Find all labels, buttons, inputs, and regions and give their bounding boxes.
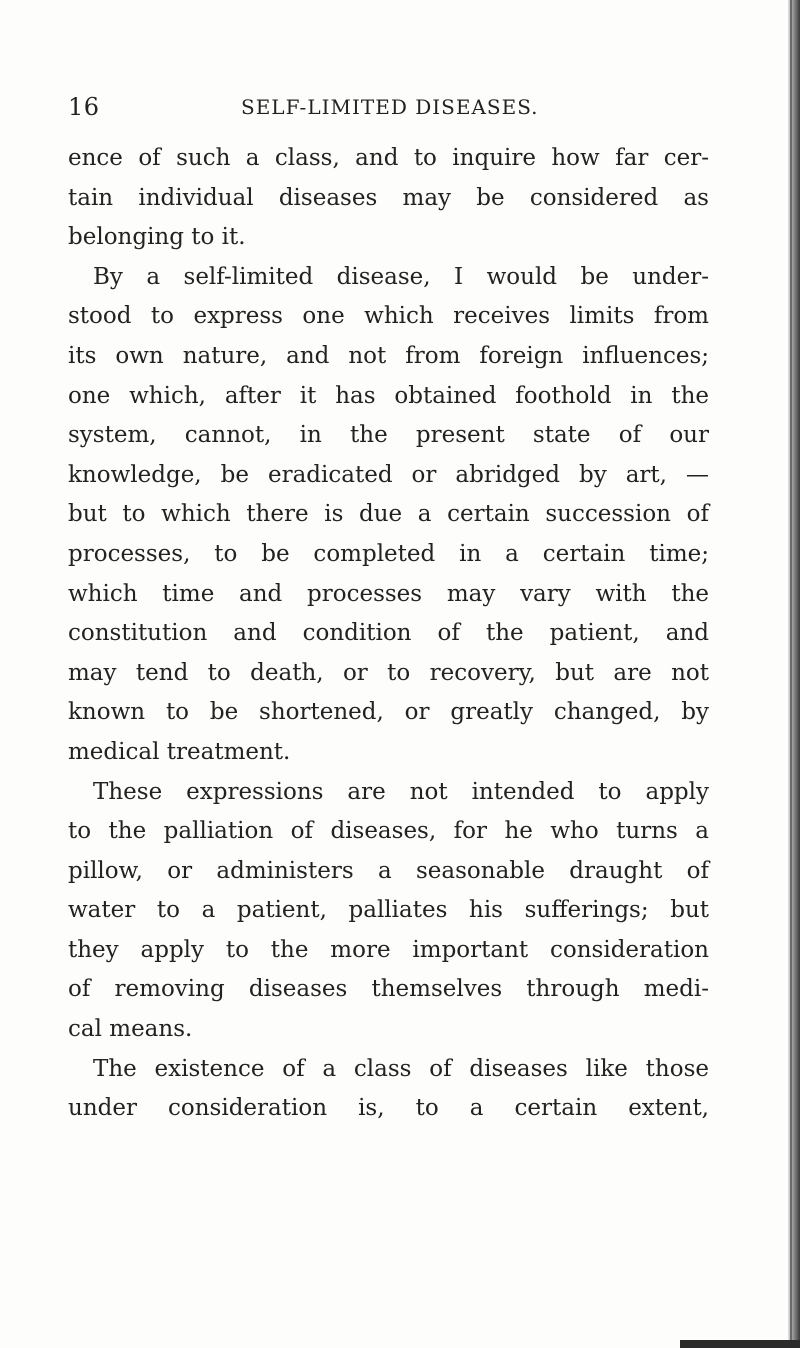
text-line: to the palliation of diseases, for he who turns a (68, 818, 709, 845)
text-line: system, cannot, in the present state of our (68, 422, 709, 449)
text-line: medical treatment. (68, 738, 291, 765)
text-line: constitution and condition of the patient, and (68, 620, 709, 647)
text-line: known to be shortened, or greatly changed, by (68, 699, 709, 726)
text-line: under consideration is, to a certain extent, (68, 1095, 709, 1122)
text-line: one which, after it has obtained foothold in the (68, 382, 709, 409)
page-corner-mark (680, 1340, 800, 1348)
page-number: 16 (68, 93, 100, 121)
text-line: tain individual diseases may be considered as (68, 184, 709, 211)
text-line: belonging to it. (68, 224, 246, 251)
text-line: pillow, or administers a seasonable draught of (68, 857, 709, 884)
text-line: stood to express one which receives limits from (68, 303, 709, 330)
text-line: they apply to the more important consideration (68, 936, 709, 963)
text-line: By a self-limited disease, I would be under- (93, 263, 709, 290)
text-line: cal means. (68, 1016, 193, 1043)
page-edge-line (790, 0, 792, 1348)
text-line: These expressions are not intended to apply (93, 778, 709, 805)
running-head (68, 93, 708, 123)
text-line: but to which there is due a certain succession of (68, 501, 709, 528)
text-line: processes, to be completed in a certain time; (68, 540, 709, 567)
text-line: may tend to death, or to recovery, but are not (68, 659, 709, 686)
text-line: water to a patient, palliates his sufferings; but (68, 897, 709, 924)
text-line: of removing diseases themselves through medi- (68, 976, 709, 1003)
running-title: SELF-LIMITED DISEASES. (241, 95, 539, 119)
text-line: The existence of a class of diseases like those (93, 1055, 709, 1082)
text-line: its own nature, and not from foreign influences; (68, 342, 709, 369)
body-text (68, 139, 709, 1129)
text-line: which time and processes may vary with the (68, 580, 709, 607)
text-line: ence of such a class, and to inquire how far cer- (68, 145, 709, 171)
text-line: knowledge, be eradicated or abridged by art, — (68, 461, 709, 488)
